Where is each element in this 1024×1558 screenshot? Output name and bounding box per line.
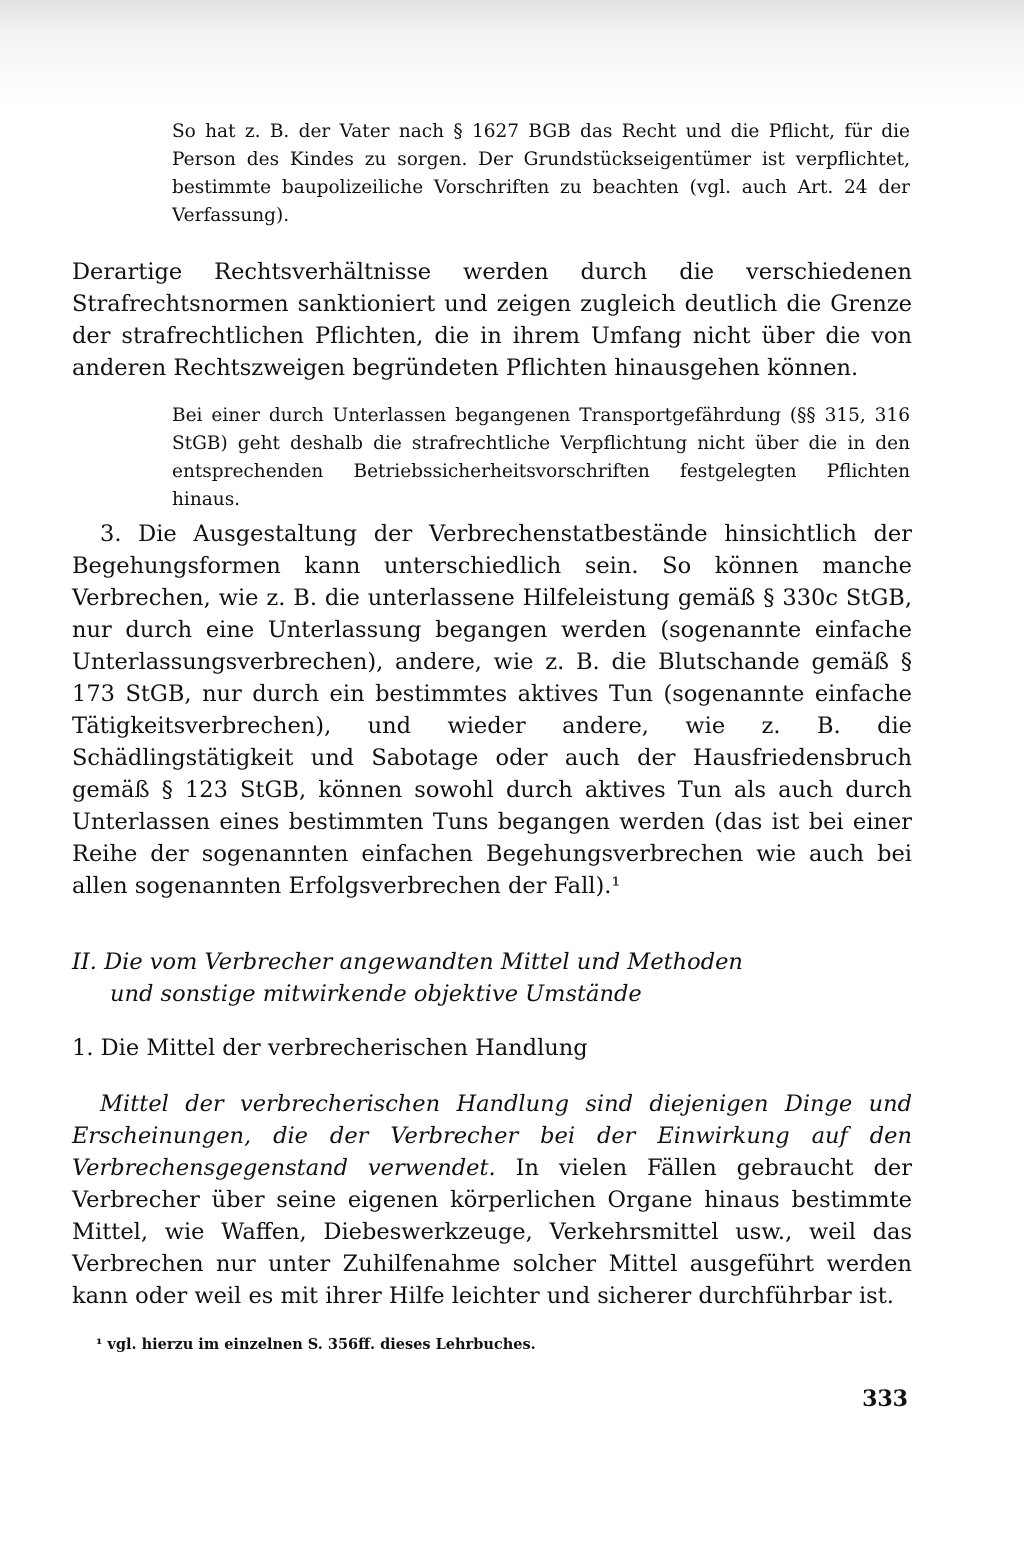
section-heading-line1: II. Die vom Verbrecher angewandten Mittel und Methoden bbox=[72, 949, 743, 975]
subsection-heading: 1. Die Mittel der verbrecherischen Handlung bbox=[72, 1035, 588, 1061]
page-number: 333 bbox=[862, 1386, 908, 1412]
section-heading bbox=[72, 946, 912, 1010]
paragraph-forms-of-commission: 3. Die Ausgestaltung der Verbrechenstatbestände hinsichtlich der Begehungsformen kann unterschiedlich sein. So können manche Verbrechen, wie z. B. die unterlassene Hilfeleistung gemäß § 330c StGB, nur durch eine Unterlassung begangen werden (sogenannte einfache Unterlassungsverbrechen), andere, wie z. B. die Blutschande gemäß § 173 StGB, nur durch ein bestimmtes aktives Tun (sogenannte einfache Tätigkeitsverbrechen), und wieder andere, wie z. B. die Schädlingstätigkeit und Sabotage oder auch der Hausfriedensbruch gemäß § 123 StGB, können sowohl durch aktives Tun als auch durch Unterlassen eines bestimmten Tuns begangen werden (das ist bei einer Reihe der sogenannten einfachen Begehungsverbrechen wie auch bei allen sogenannten Erfolgsverbrechen der Fall).¹ bbox=[72, 521, 912, 899]
paragraph-example-transport: Bei einer durch Unterlassen begangenen Transportgefährdung (§§ 315, 316 StGB) geht deshalb die strafrechtliche Verpflichtung nicht über die in den entsprechenden Betriebssicherheitsvorschriften festgelegten Pflichten hinaus. bbox=[172, 405, 910, 510]
paragraph-means-rest: In vielen Fällen gebraucht der Verbrecher über seine eigenen körperlichen Organe hinaus bestimmte Mittel, wie Waffen, Diebeswerkzeuge, Verkehrsmittel usw., weil das Verbrechen nur unter Zuhilfenahme solcher Mittel ausgeführt werden kann oder weil es mit ihrer Hilfe leichter und sicherer durchführbar ist. bbox=[72, 1155, 912, 1309]
footnote: ¹ vgl. hierzu im einzelnen S. 356ff. dieses Lehrbuches. bbox=[96, 1336, 536, 1353]
paragraph-example-parental-duty: So hat z. B. der Vater nach § 1627 BGB das Recht und die Pflicht, für die Person des Kindes zu sorgen. Der Grundstückseigentümer ist verpflichtet, bestimmte baupolizeiliche Vorschriften zu beachten (vgl. auch Art. 24 der Verfassung). bbox=[172, 121, 910, 226]
paragraph-means-of-crime bbox=[72, 1088, 912, 1312]
scan-edge-shading bbox=[0, 0, 1024, 110]
paragraph-legal-relations: Derartige Rechtsverhältnisse werden durch die verschiedenen Strafrechtsnormen sanktioniert und zeigen zugleich deutlich die Grenze der strafrechtlichen Pflichten, die in ihrem Umfang nicht über die von anderen Rechtszweigen begründeten Pflichten hinausgehen können. bbox=[72, 259, 912, 381]
definition-italic: Mittel der verbrecherischen Handlung sind diejenigen Dinge und Erscheinungen, die der Verbrecher bei der Einwirkung auf den Verbrechensgegenstand verwendet. bbox=[72, 1091, 912, 1181]
section-heading-line2: und sonstige mitwirkende objektive Umstände bbox=[110, 981, 642, 1007]
